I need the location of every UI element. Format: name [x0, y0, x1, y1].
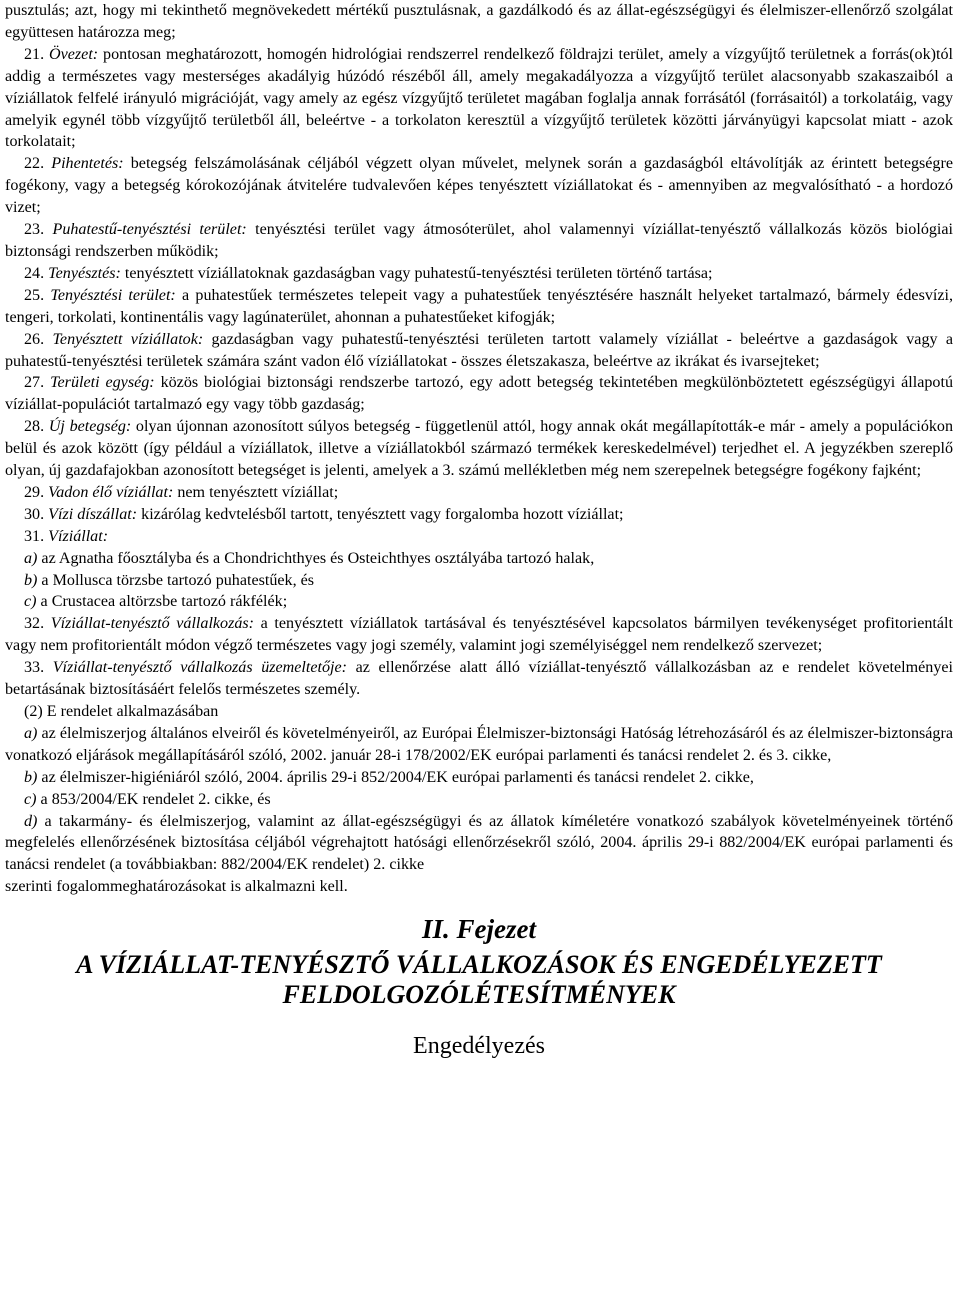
list-label: d): [24, 812, 38, 830]
definition-term: Tenyésztett víziállatok:: [52, 330, 204, 348]
list-text: a takarmány- és élelmiszerjog, valamint az állat-egészségügyi és az állatok kíméletére vonatkozó szabályok követelményeinek történő megfelelés ellenőrzésének biztosítása céljából végrehajtott hatósági ellenőrzésekről szóló, 2004. április 29-i 882/2004/EK európai parlamenti és tanácsi rendelet (a továbbiakban: 882/2004/EK rendelet) 2. cikke: [5, 812, 953, 874]
definition-text: pontosan meghatározott, homogén hidrológiai rendszerrel rendelkező földrajzi terület, amely a vízgyűjtő területnek a forrás(ok)tól addig a természetes vagy mesterséges akadályig húzódó részéből áll, amely megakadályozza a vízgyűjtő terület alacsonyabb szakaszaiból a víziállatok felfelé irányuló migrációját, vagy amely az egész vízgyűjtő területet magában foglalja annak forrásától (forrásaitól) a torkolatáig, vagy amelyik egynél több vízgyűjtő területből áll, beleértve - a torkolaton keresztül a vízgyűjtő területek közötti járványügyi kapcsolat miatt - azok torkolatait;: [5, 45, 953, 151]
application-item-c: [5, 789, 953, 811]
definition-22: [5, 153, 953, 219]
definition-term: Területi egység:: [50, 374, 155, 392]
definition-number: 21.: [24, 45, 45, 63]
definition-number: 30.: [24, 505, 45, 523]
definition-number: 22.: [24, 155, 45, 173]
section-title: Engedélyezés: [413, 1033, 545, 1060]
application-closing: szerinti fogalommeghatározásokat is alkalmazni kell.: [5, 878, 348, 896]
definition-text: kizárólag kedvtelésből tartott, tenyésztett vagy forgalomba hozott víziállat;: [137, 505, 624, 523]
definition-term: Vadon élő víziállat:: [48, 483, 174, 501]
list-text: az élelmiszer-higiéniáról szóló, 2004. április 29-i 852/2004/EK európai parlamenti és tanácsi rendelet 2. cikke,: [37, 768, 754, 786]
definition-number: 28.: [24, 418, 45, 436]
application-item-a: [5, 723, 953, 767]
list-label: a): [24, 724, 38, 742]
list-text: az Agnatha főosztályba és a Chondrichthyes és Osteichthyes osztályába tartozó halak,: [37, 549, 595, 567]
definition-24: [5, 263, 953, 285]
list-label: b): [24, 768, 38, 786]
application-intro: (2) E rendelet alkalmazásában: [24, 703, 219, 720]
definition-text: tenyésztési terület vagy átmosóterület, ahol valamennyi víziállat-tenyésztő vállalkozás közös biológiai biztonsági rendszerben működik;: [5, 221, 953, 260]
definition-number: 32.: [24, 615, 45, 633]
definition-term: Víziállat-tenyésztő vállalkozás:: [50, 615, 255, 633]
definition-21: [5, 44, 953, 154]
definition-27: [5, 372, 953, 416]
definition-number: 27.: [24, 374, 45, 392]
viziallat-item-c: [5, 591, 953, 613]
definition-number: 31.: [24, 527, 45, 545]
definition-text: a tenyésztett víziállatok tartásával és tenyésztésével kapcsolatos bármilyen tevékenységet profitorientált vagy nem profitorientált módon végző természetes vagy jogi személy, valamint jogi személyiséggel nem rendelkező szervezet;: [5, 615, 953, 655]
definition-28: [5, 416, 953, 482]
definition-number: 24.: [24, 264, 45, 282]
viziallat-item-b: [5, 570, 953, 592]
intro-paragraph: pusztulás; azt, hogy mi tekinthető megnövekedett mértékű pusztulásnak, a gazdálkodó és az állat-egészségügyi és élelmiszer-ellenőrző szolgálat együttesen határozza meg;: [5, 2, 953, 41]
definition-term: Víziállat:: [48, 527, 109, 545]
definition-text: közös biológiai biztonsági rendszerbe tartozó, egy adott betegség tekintetében megkülönböztetett egészségügyi állapotú víziállat-populációt tartalmazó egy vagy több gazdaság;: [5, 374, 953, 414]
list-text: az élelmiszerjog általános elveiről és követelményeiről, az Európai Élelmiszer-biztonsági Hatóság létrehozásáról és az élelmiszer-biztonságra vonatkozó eljárások megállapításáról szóló, 2002. január 28-i 178/2002/EK európai parlamenti és tanácsi rendelet 2. és 3. cikke,: [5, 724, 953, 764]
definition-term: Új betegség:: [48, 418, 132, 436]
chapter-title: A VÍZIÁLLAT-TENYÉSZTŐ VÁLLALKOZÁSOK ÉS ENGEDÉLYEZETT FELDOLGOZÓLÉTESÍTMÉNYEK: [76, 950, 882, 1010]
definition-term: Tenyésztés:: [48, 264, 121, 282]
definition-text: az ellenőrzése alatt álló víziállat-tenyésztő vállalkozásban az e rendelet követelményei betartásának biztosításáért felelős természetes személy.: [5, 659, 953, 699]
application-item-d: [5, 811, 953, 877]
definition-text: a puhatestűek természetes telepeit vagy a puhatestűek tenyésztésére használt helyeket tartalmazó, bármely édesvízi, tengeri, torkolati, kontinentális vagy lagúnaterület, ahonnan a puhatestűeket kifogják;: [5, 286, 953, 326]
chapter-label: II. Fejezet: [422, 914, 536, 945]
definition-32: [5, 613, 953, 657]
definition-text: betegség felszámolásának céljából végzett olyan művelet, melynek során a gazdaságból eltávolítják az érintett betegségre fogékony, vagy a betegség kórokozójának átvitelére tudvalevően képes tenyésztett víziállatokat és - amennyiben az megvalósítható - a hordozó vizet;: [5, 155, 953, 217]
viziallat-item-a: [5, 548, 953, 570]
definition-text: nem tenyésztett víziállat;: [173, 483, 339, 501]
definition-term: Tenyésztési terület:: [50, 286, 176, 304]
definition-26: [5, 329, 953, 373]
definition-term: Pihentetés:: [51, 155, 124, 173]
definition-25: [5, 285, 953, 329]
definition-31: [5, 526, 953, 548]
definition-text: tenyésztett víziállatoknak gazdaságban vagy puhatestű-tenyésztési területen történő tartása;: [120, 264, 713, 282]
document-body: [5, 0, 953, 898]
definition-number: 29.: [24, 483, 45, 501]
list-text: a Crustacea altörzsbe tartozó rákfélék;: [36, 593, 288, 611]
list-label: c): [24, 790, 37, 808]
definition-number: 33.: [24, 659, 45, 677]
definition-term: Övezet:: [49, 45, 99, 63]
application-item-b: [5, 767, 953, 789]
definition-term: Vízi díszállat:: [48, 505, 138, 523]
definition-number: 25.: [24, 286, 45, 304]
definition-term: Puhatestű-tenyésztési terület:: [52, 221, 247, 239]
list-text: a 853/2004/EK rendelet 2. cikke, és: [36, 790, 271, 808]
list-text: a Mollusca törzsbe tartozó puhatestűek, és: [37, 571, 315, 589]
definition-33: [5, 657, 953, 701]
list-label: b): [24, 571, 38, 589]
definition-29: [5, 482, 953, 504]
definition-number: 23.: [24, 221, 45, 239]
definition-30: [5, 504, 953, 526]
definition-text: olyan újonnan azonosított súlyos betegség - függetlenül attól, hogy annak okát megállapították-e már - amely a populációkon belül és azok között (így például a víziállatok, illetve a víziállatokból származó termékek kereskedelmével) terjedhet el. A jegyzékben szereplő olyan, új gazdafajokban azonosított betegséget is jelenti, amelyek a 3. számú mellékletben még nem szerepelnek betegségre fogékony fajként;: [5, 418, 954, 480]
definition-text: gazdaságban vagy puhatestű-tenyésztési területen tartott valamely víziállat - beleértve a gazdaságok vagy a puhatestű-tenyésztési területek számára szánt vadon élő víziállatokat - összes életszakasza, beleértve az ikrákat és ivarsejteket;: [5, 330, 954, 370]
list-label: a): [24, 549, 38, 567]
list-label: c): [24, 593, 37, 611]
definition-term: Víziállat-tenyésztő vállalkozás üzemeltetője:: [52, 659, 348, 677]
definition-number: 26.: [24, 330, 45, 348]
definition-23: [5, 219, 953, 263]
